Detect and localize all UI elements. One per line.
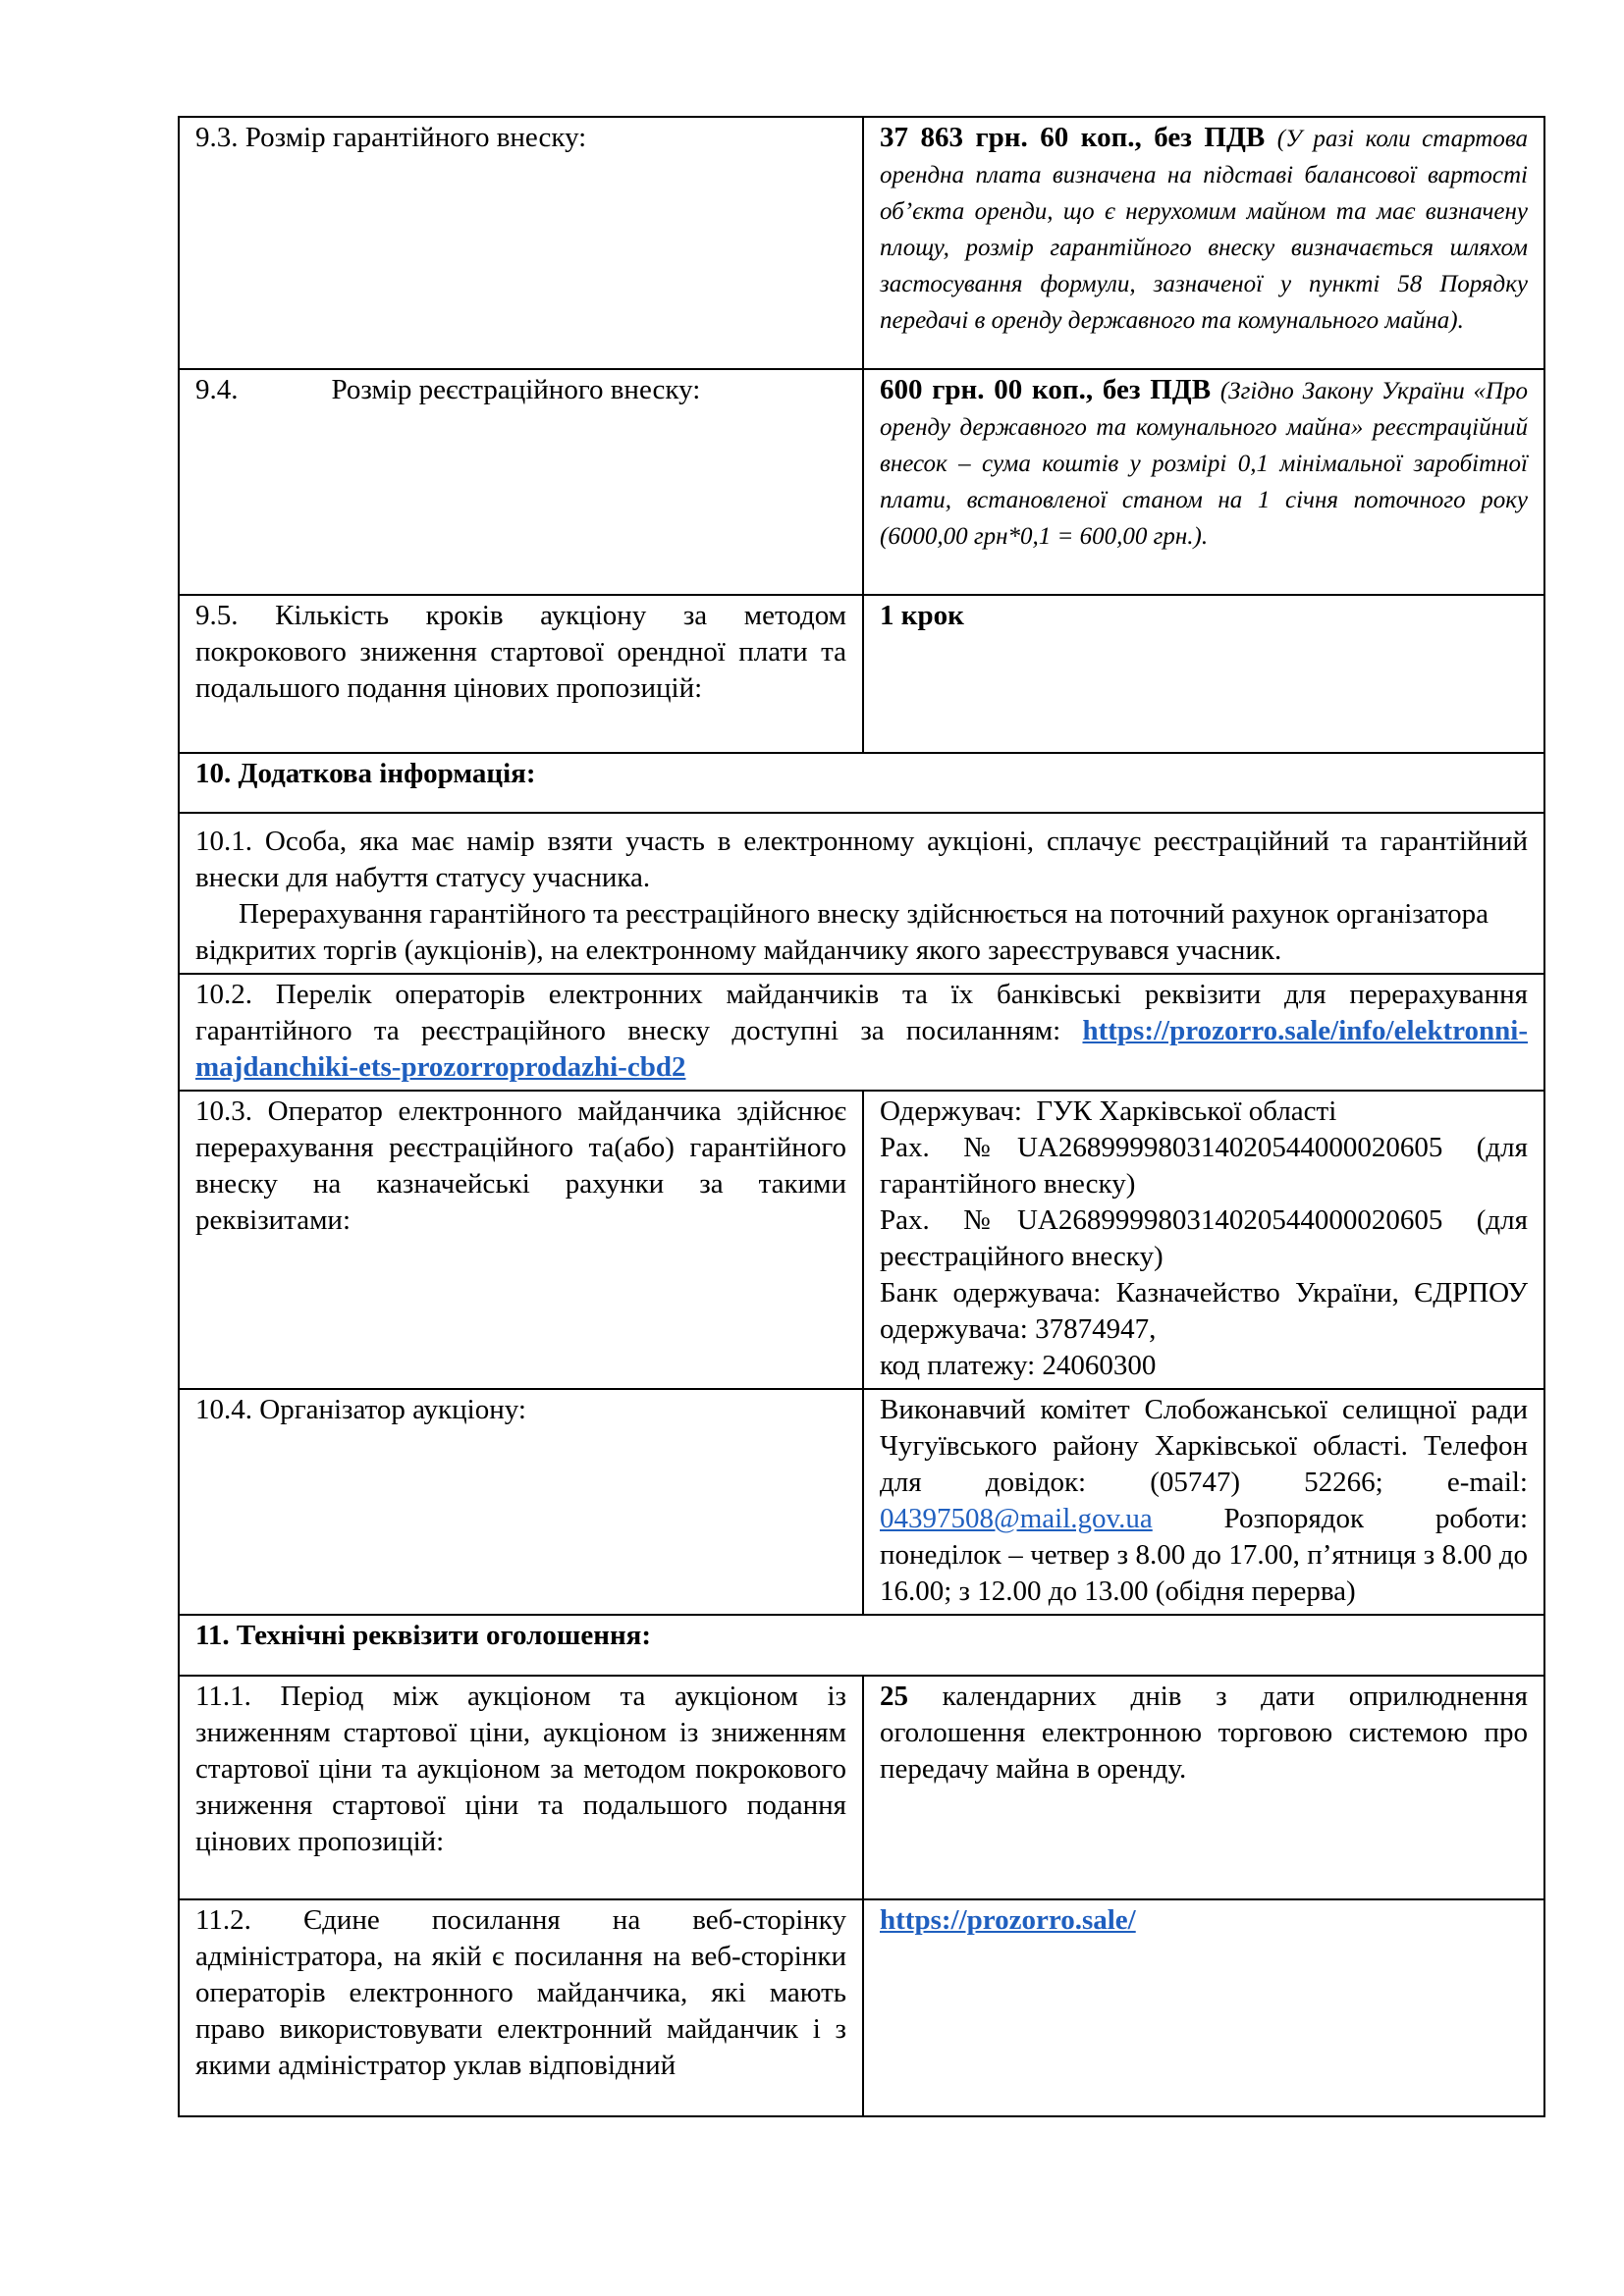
auction-period-label: 11.1. Період між аукціоном та аукціоном із зниженням стартової ціни, аукціоном із зниженням стартової ціни та аукціоном за методом покрокового зниження стартової ціни та подальшого подання цінових пропозицій: <box>179 1676 863 1899</box>
section-11-heading: 11. Технічні реквізити оголошення: <box>179 1615 1544 1676</box>
auction-period-value <box>863 1676 1544 1899</box>
section-11-heading-row <box>179 1615 1544 1676</box>
row-9-3 <box>179 117 1544 369</box>
row-10-1 <box>179 813 1544 974</box>
auction-period-text: календарних днів з дати оприлюднення оголошення електронною торговою системою про передачу майна в оренду. <box>880 1681 1528 1785</box>
operators-link[interactable]: https://prozorro.sale/info/elektronni-majdanchiki-ets-prozorroprodazhi-cbd2 <box>195 1015 1529 1083</box>
guarantee-fee-label: 9.3. Розмір гарантійного внеску: <box>179 117 863 369</box>
operators-text: 10.2. Перелік операторів електронних майданчиків та їх банківські реквізити для перерахування гарантійного та реєстраційного внеску доступні за посиланням: <box>195 979 1528 1046</box>
admin-link-label: 11.2. Єдине посилання на веб-сторінку адміністратора, на якій є посилання на веб-сторінки операторів електронного майданчика, які мають право використовувати електронний майданчик і з якими адміністратор уклав відповідний <box>179 1899 863 2116</box>
row-9-5 <box>179 595 1544 753</box>
guarantee-fee-value <box>863 117 1544 369</box>
registration-fee-note: (Згідно Закону України «Про оренду державного та комунального майна» реєстраційний внесок – сума коштів у розмірі 0,1 мінімальної заробітної плати, встановленої станом на 1 січня поточного року (6000,00 грн*0,1 = 600,00 грн.). <box>880 378 1529 550</box>
registration-fee-label-text: Розмір реєстраційного внеску: <box>331 374 701 405</box>
row-9-4 <box>179 369 1544 595</box>
recipient-line: Одержувач: ГУК Харківської області <box>880 1095 1337 1127</box>
row-11-2 <box>179 1899 1544 2116</box>
organizer-label: 10.4. Організатор аукціону: <box>179 1389 863 1615</box>
treasury-details <box>863 1091 1544 1389</box>
operators-info <box>179 974 1544 1091</box>
registration-fee-amount: 600 грн. 00 коп., без ПДВ <box>880 374 1212 405</box>
auction-period-days: 25 <box>880 1681 908 1712</box>
row-11-1 <box>179 1676 1544 1899</box>
treasury-transfer-label: 10.3. Оператор електронного майданчика здійснює перерахування реєстраційного та(або) гарантійного внеску на казначейські рахунки за такими реквізитами: <box>179 1091 863 1389</box>
row-10-2 <box>179 974 1544 1091</box>
participation-paragraph-1: 10.1. Особа, яка має намір взяти участь в електронному аукціоні, сплачує реєстраційний та гарантійний внески для набуття статусу учасника. <box>195 826 1528 893</box>
row-10-4 <box>179 1389 1544 1615</box>
organizer-details <box>863 1389 1544 1615</box>
participation-info <box>179 813 1544 974</box>
section-10-heading: 10. Додаткова інформація: <box>179 753 1544 813</box>
registration-fee-number: 9.4. <box>195 374 239 405</box>
admin-link[interactable]: https://prozorro.sale/ <box>880 1904 1136 1936</box>
auction-steps-label: 9.5. Кількість кроків аукціону за методом покрокового зниження стартової орендної плати та подальшого подання цінових пропозицій: <box>179 595 863 753</box>
organizer-text-1: Виконавчий комітет Слобожанської селищної ради Чугуївського району Харківської області. Телефон для довідок: (05747) 52266; e-mail: <box>880 1394 1528 1498</box>
participation-paragraph-2: Перерахування гарантійного та реєстраційного внеску здійснюється на поточний рахунок організатора відкритих торгів (аукціонів), на електронному майданчику якого зареєструвався учасник. <box>195 898 1489 966</box>
organizer-email-link[interactable]: 04397508@mail.gov.ua <box>880 1503 1153 1534</box>
guarantee-fee-amount: 37 863 грн. 60 коп., без ПДВ <box>880 122 1266 153</box>
row-10-3 <box>179 1091 1544 1389</box>
guarantee-fee-note: (У разі коли стартова орендна плата визначена на підставі балансової вартості об’єкта оренди, що є нерухомим майном та має визначену площу, розмір гарантійного внеску визначається шляхом застосування формули, зазначеної у пункті 58 Порядку передачі в оренду державного та комунального майна). <box>880 126 1528 334</box>
section-10-heading-row <box>179 753 1544 813</box>
auction-steps-value: 1 крок <box>863 595 1544 753</box>
announcement-table <box>178 116 1545 2117</box>
registration-fee-label <box>179 369 863 595</box>
guarantee-account-line: Рах. №UA268999980314020544000020605 (для гарантійного внеску) <box>880 1132 1528 1200</box>
bank-line: Банк одержувача: Казначейство України, ЄДРПОУ одержувача: 37874947, <box>880 1277 1528 1345</box>
organizer-text-2: Розпорядок роботи: понеділок – четвер з 8.00 до 17.00, п’ятниця з 8.00 до 16.00; з 12.00 до 13.00 (обідня перерва) <box>880 1503 1528 1607</box>
admin-link-value <box>863 1899 1544 2116</box>
registration-account-line: Рах. №UA268999980314020544000020605 (для реєстраційного внеску) <box>880 1204 1528 1272</box>
registration-fee-value <box>863 369 1544 595</box>
payment-code-line: код платежу: 24060300 <box>880 1350 1157 1381</box>
